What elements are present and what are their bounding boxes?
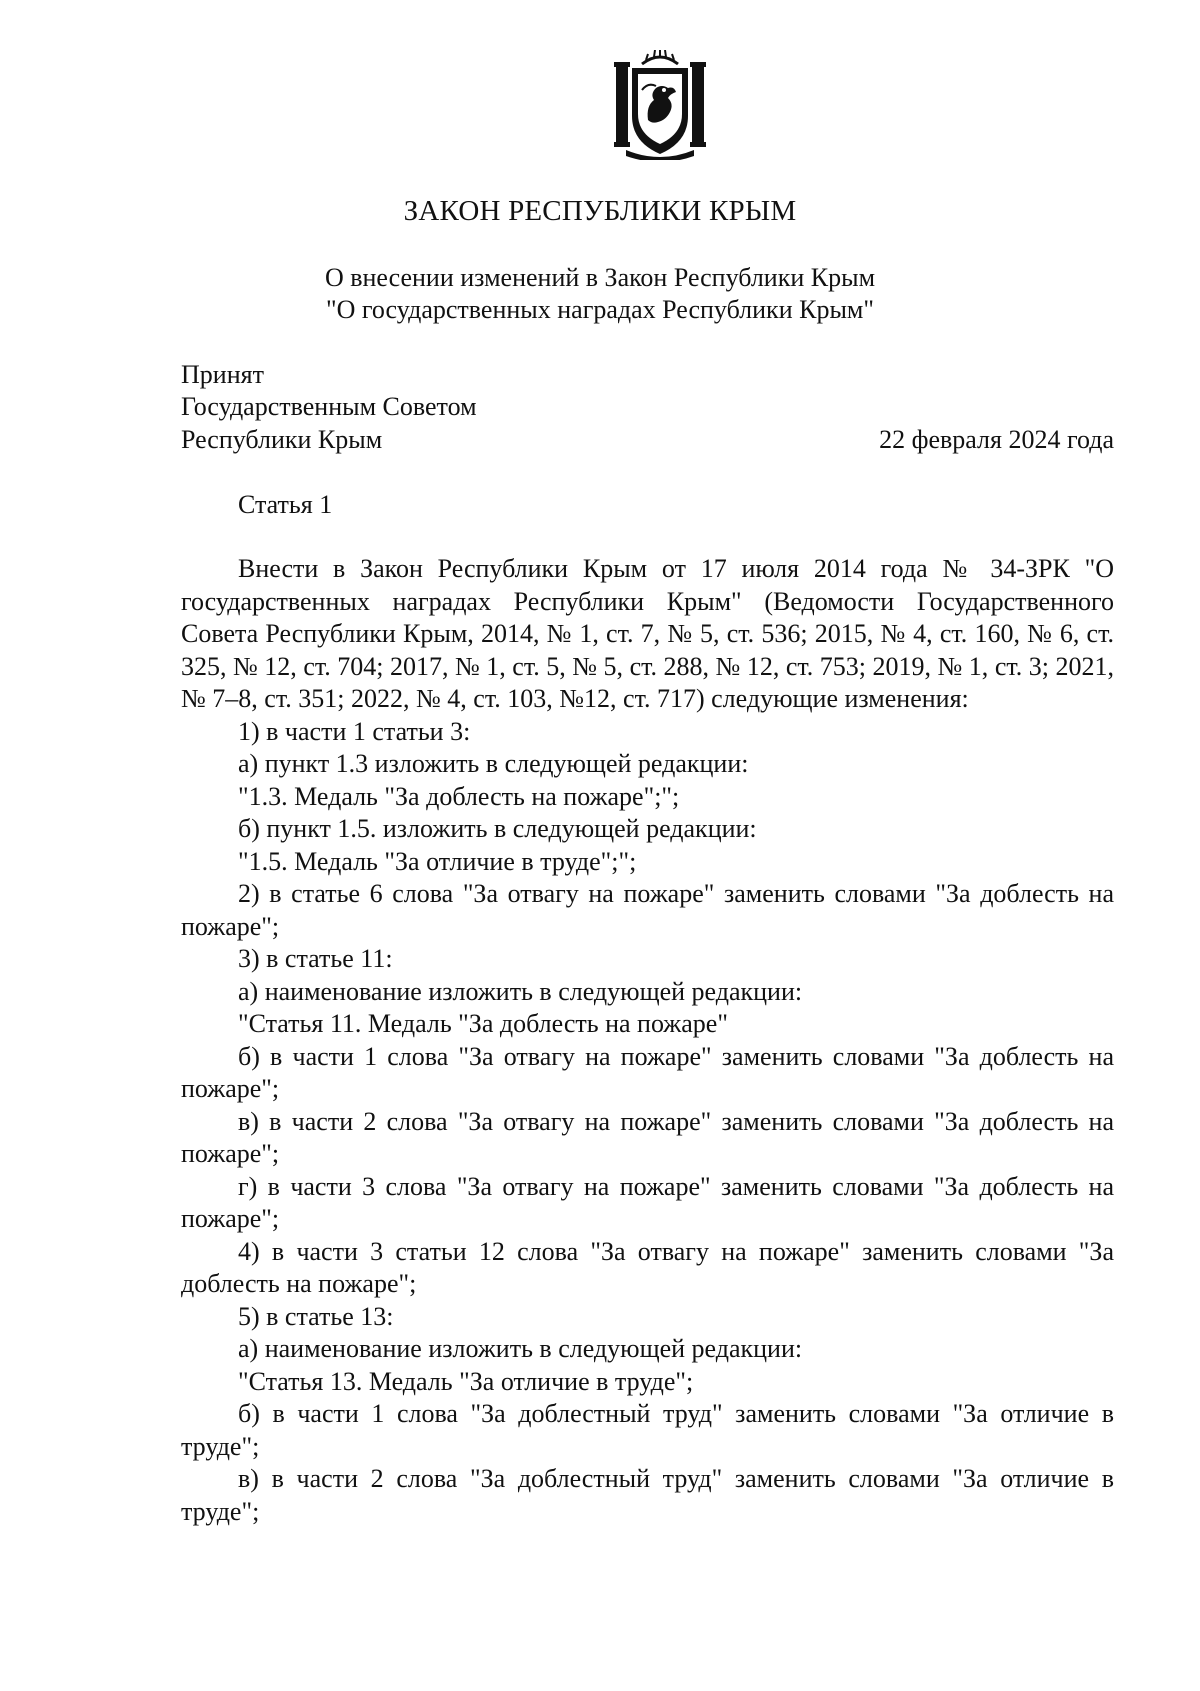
document-title: ЗАКОН РЕСПУБЛИКИ КРЫМ bbox=[403, 195, 797, 227]
paragraph-item: б) в части 1 слова "За доблестный труд" заменить словами "За отличие в труде"; bbox=[181, 1399, 1114, 1461]
paragraph-item: а) пункт 1.3 изложить в следующей редакции: bbox=[238, 749, 749, 778]
paragraph-item: в) в части 2 слова "За отвагу на пожаре" заменить словами "За доблесть на пожаре"; bbox=[181, 1106, 1114, 1168]
paragraph-item: б) пункт 1.5. изложить в следующей редакции: bbox=[238, 814, 757, 843]
adopted-by-line: Государственным Советом bbox=[181, 392, 477, 421]
paragraph-item: "Статья 13. Медаль "За отличие в труде"; bbox=[238, 1366, 694, 1396]
document-subtitle-line-1: О внесении изменений в Закон Республики Крым bbox=[324, 263, 876, 292]
paragraph-item: 1) в части 1 статьи 3: bbox=[238, 716, 471, 746]
document-subtitle-line-2: "О государственных наградах Республики Крым" bbox=[326, 295, 874, 324]
paragraph-item: г) в части 3 слова "За отвагу на пожаре" заменить словами "За доблесть на пожаре"; bbox=[181, 1171, 1114, 1233]
adopted-by-region-line: Республики Крым bbox=[181, 425, 383, 454]
paragraph-item: "Статья 11. Медаль "За доблесть на пожаре" bbox=[238, 1009, 728, 1038]
crimea-coat-of-arms-icon bbox=[612, 50, 708, 160]
paragraph-item: 2) в статье 6 слова "За отвагу на пожаре" заменить словами "За доблесть на пожаре"; bbox=[181, 879, 1114, 941]
paragraph-item: "1.3. Медаль "За доблесть на пожаре";"; bbox=[238, 781, 680, 811]
adoption-date: 22 февраля 2024 года bbox=[879, 425, 1114, 454]
paragraph-item: 4) в части 3 статьи 12 слова "За отвагу на пожаре" заменить словами "За доблесть на пожаре"; bbox=[181, 1236, 1114, 1298]
paragraph-item: а) наименование изложить в следующей редакции: bbox=[238, 1334, 803, 1363]
adopted-label: Принят bbox=[181, 360, 264, 389]
paragraph-item: 5) в статье 13: bbox=[238, 1301, 394, 1331]
article-heading: Статья 1 bbox=[238, 490, 333, 519]
paragraph-item: 3) в статье 11: bbox=[238, 944, 393, 973]
paragraph-item: б) в части 1 слова "За отвагу на пожаре" заменить словами "За доблесть на пожаре"; bbox=[181, 1041, 1114, 1103]
paragraph-item: в) в части 2 слова "За доблестный труд" заменить словами "За отличие в труде"; bbox=[181, 1464, 1114, 1526]
article-body bbox=[181, 553, 1114, 1528]
paragraph-item: "1.5. Медаль "За отличие в труде";"; bbox=[238, 846, 637, 876]
paragraph-item: а) наименование изложить в следующей редакции: bbox=[238, 976, 803, 1006]
paragraph-intro: Внести в Закон Республики Крым от 17 июля 2014 года № 34-ЗРК "О государственных наградах Республики Крым" (Ведомости Государственного Совета Республики Крым, 2014, № 1, ст. 7, № 5, ст. 536; 2015, № 4, ст. 160, № 6, ст. 325, № 12, ст. 704; 2017, № 1, ст. 5, № 5, ст. 288, № 12, ст. 753; 2019, № 1, ст. 3; 2021, № 7–8, ст. 351; 2022, № 4, ст. 103, №12, ст. 717) следующие изменения: bbox=[181, 554, 1114, 713]
